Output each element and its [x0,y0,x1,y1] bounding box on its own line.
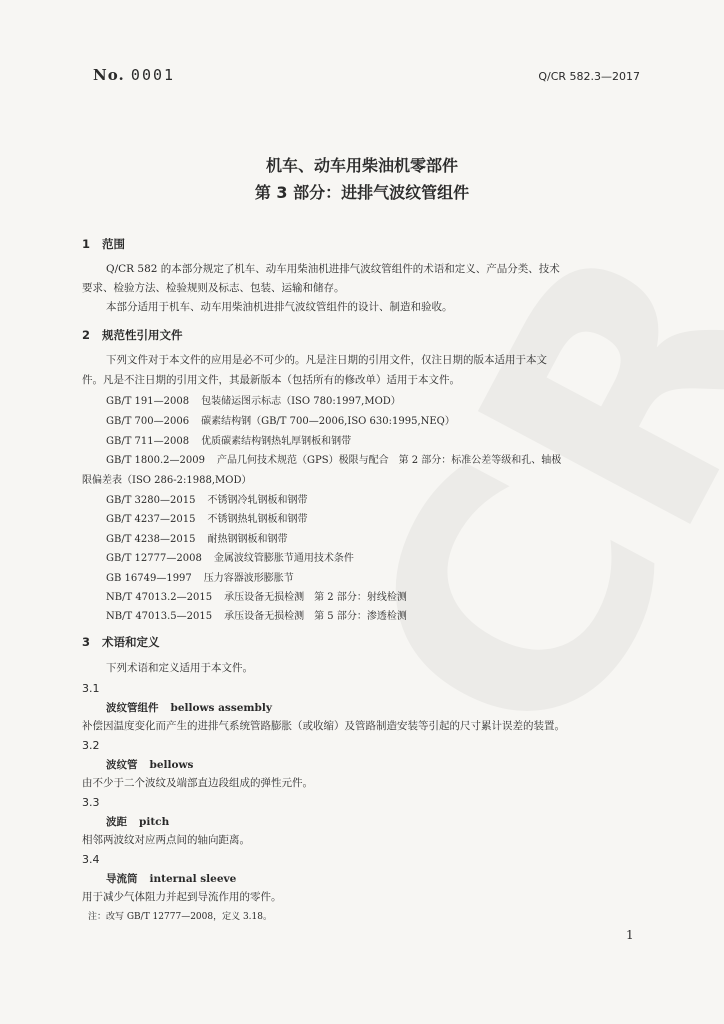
term-title [106,757,193,772]
term-definition: 用于减少气体阻力并起到导流作用的零件。 [82,891,282,903]
doc-title-line1: 机车、动车用柴油机零部件 [265,156,458,175]
section-1-p1-line2: 要求、检验方法、检验规则及标志、包装、运输和储存。 [82,282,345,294]
term-number: 3.2 [82,739,100,752]
reference-code: GB/T 700—2006 [106,416,190,427]
reference-code: GB/T 4238—2015 [106,534,196,545]
section-1-title: 范围 [102,237,125,251]
term-number: 3.1 [82,682,100,695]
section-3-intro: 下列术语和定义适用于本文件。 [106,662,253,674]
reference-item [106,491,307,506]
term-en: internal sleeve [149,873,237,885]
section-2-intro-line1: 下列文件对于本文件的应用是必不可少的。凡是注日期的引用文件，仅注日期的版本适用于本文 [106,354,547,366]
reference-code: NB/T 47013.2—2015 [106,592,213,603]
reference-title-continuation: 限偏差表（ISO 286-2:1988,MOD） [82,475,252,486]
reference-code: NB/T 47013.5—2015 [106,611,213,622]
reference-code: GB/T 4237—2015 [106,514,196,525]
reference-item [106,510,307,525]
section-3-number: 3 [82,635,91,649]
section-2-heading [82,327,183,343]
reference-item [106,451,561,466]
term-definition: 由不少于二个波纹及端部直边段组成的弹性元件。 [82,777,313,789]
reference-title: 金属波纹管膨胀节通用技术条件 [213,553,354,564]
term-title [106,871,236,886]
term-zh: 波纹管组件 [106,702,159,714]
reference-title: 承压设备无损检测 第 2 部分：射线检测 [224,592,407,603]
section-2-intro-line2: 件。凡是不注日期的引用文件，其最新版本（包括所有的修改单）适用于本文件。 [82,374,460,386]
reference-code: GB/T 1800.2—2009 [106,455,205,466]
term-title [106,814,169,829]
term-en: bellows [149,759,194,771]
standard-code: Q/CR 582.3—2017 [538,70,640,83]
reference-item [106,412,455,427]
reference-item [106,549,354,564]
reference-item [106,432,351,447]
reference-code: GB 16749—1997 [106,573,192,584]
term-title [106,700,272,715]
reference-code: GB/T 3280—2015 [106,495,196,506]
reference-item [106,588,407,603]
section-1-p1-line1: Q/CR 582 的本部分规定了机车、动车用柴油机进排气波纹管组件的术语和定义、产品分类、技术 [106,263,560,275]
reference-code: GB/T 12777—2008 [106,553,202,564]
reference-title: 产品几何技术规范（GPS）极限与配合 第 2 部分：标准公差等级和孔、轴极 [217,455,562,466]
term-number: 3.4 [82,853,100,866]
term-number: 3.3 [82,796,100,809]
reference-item [106,530,287,545]
section-2-number: 2 [82,328,91,342]
reference-title: 优质碳素结构钢热轧厚钢板和钢带 [201,436,352,447]
term-en: bellows assembly [170,702,272,714]
doc-number-value: 0001 [130,66,176,84]
reference-title: 碳素结构钢（GB/T 700—2006,ISO 630:1995,NEQ） [201,416,455,427]
section-2-title: 规范性引用文件 [102,328,183,342]
doc-number-label: No. [93,66,125,84]
section-1-p2: 本部分适用于机车、动车用柴油机进排气波纹管组件的设计、制造和验收。 [106,301,453,313]
term-definition: 相邻两波纹对应两点间的轴向距离。 [82,834,250,846]
reference-title: 包装储运图示标志（ISO 780:1997,MOD） [201,396,401,407]
reference-title: 耐热钢钢板和钢带 [207,534,288,545]
section-3-title: 术语和定义 [102,635,160,649]
reference-title: 不锈钢冷轧钢板和钢带 [207,495,308,506]
reference-code: GB/T 191—2008 [106,396,190,407]
section-1-number: 1 [82,237,91,251]
term-note: 注：改写 GB/T 12777—2008，定义 3.18。 [88,912,272,922]
reference-item [106,569,294,584]
reference-item [106,607,407,622]
reference-code: GB/T 711—2008 [106,436,190,447]
term-en: pitch [139,816,170,828]
page-number: 1 [626,928,634,942]
reference-title: 压力容器波形膨胀节 [203,573,294,584]
term-zh: 导流筒 [106,873,138,885]
term-definition: 补偿因温度变化而产生的进排气系统管路膨胀（或收缩）及管路制造安装等引起的尺寸累计误差的装置。 [82,720,565,732]
reference-title: 不锈钢热轧钢板和钢带 [207,514,308,525]
reference-item [106,392,401,407]
term-zh: 波距 [106,816,127,828]
doc-title-line2: 第 3 部分：进排气波纹管组件 [254,183,470,202]
section-1-heading [82,236,125,252]
term-zh: 波纹管 [106,759,138,771]
section-3-heading [82,634,160,650]
doc-number [93,66,175,84]
reference-title: 承压设备无损检测 第 5 部分：渗透检测 [224,611,407,622]
